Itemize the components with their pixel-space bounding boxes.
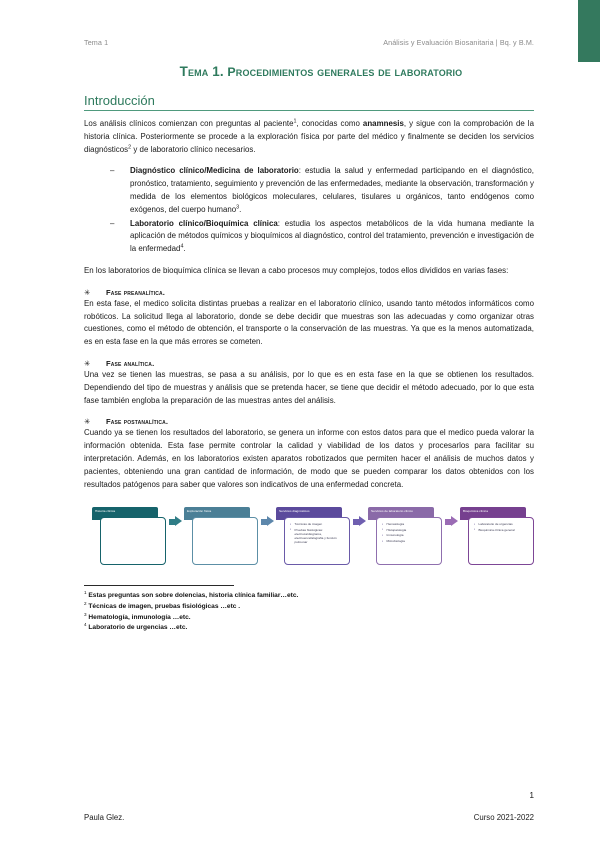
definition-term: Diagnóstico clínico/Medicina de laboratorio <box>130 166 299 176</box>
phase-label: Fase postanalítica. <box>106 417 169 427</box>
intro-text-a: Los análisis clínicos comienzan con preguntas al paciente <box>84 119 294 128</box>
clinical-process-flow-diagram <box>92 507 538 569</box>
flow-step <box>184 507 258 569</box>
phase-label: Fase preanalítica. <box>106 287 166 297</box>
flow-step-item-list <box>290 522 346 544</box>
flow-arrow <box>166 507 184 569</box>
asterisk-bullet-icon: ✳ <box>84 417 91 427</box>
phase-paragraph-preanalitica: En esta fase, el medico solicita distintas pruebas a realizar en el laboratorio clínico, usando tanto métodos informáticos como robóticos. La solicitud llega al laboratorio, donde se debe decidir que muestras son las adecuadas y como organizar otras cuestiones, como el método de obtención, el transporte o la conservación de las muestras. Ya que es la menos automatizada, es en esta fase en la que más errores se cometen. <box>84 298 534 347</box>
flow-arrow <box>258 507 276 569</box>
footnote-text: Estas preguntas son sobre dolencias, historia clínica familiar…etc. <box>86 592 299 600</box>
header-right-text: Análisis y Evaluación Biosanitaria | Bq. y B.M. <box>383 38 534 47</box>
footnote-text: Técnicas de imagen, pruebas fisiológicas …etc . <box>86 603 241 610</box>
asterisk-bullet-icon: ✳ <box>84 358 91 368</box>
definition-item <box>110 165 534 216</box>
flow-step-item: ▪ Hematología <box>382 522 438 526</box>
footnote-ref-2: 2 <box>128 143 132 150</box>
flow-step-item-list <box>474 522 530 532</box>
footnote <box>84 591 534 602</box>
flow-step-item: ▪ Pruebas fisiológicas: electrocardiograma, electroencefalografía y función pulmonar <box>290 528 346 545</box>
phase-heading-preanalitica <box>84 288 534 297</box>
flow-step <box>368 507 442 569</box>
definition-tail: . <box>239 204 242 214</box>
phase-heading-postanalitica <box>84 417 534 426</box>
flow-step <box>460 507 534 569</box>
footnote-marker: 4 <box>84 622 87 628</box>
right-arrow-icon <box>445 516 458 527</box>
right-arrow-icon <box>261 516 274 527</box>
flow-step-header: Servicios diagnósticos <box>276 507 342 520</box>
flow-step-item-list <box>382 522 438 543</box>
footnote-marker: 3 <box>84 611 87 617</box>
running-header <box>84 38 534 47</box>
footer-author: Paula Glez. <box>84 813 125 822</box>
phase-heading-analitica <box>84 359 534 368</box>
flow-arrow <box>442 507 460 569</box>
intro-term-anamnesis: anamnesis <box>362 119 404 128</box>
definition-list <box>84 165 534 256</box>
definition-item <box>110 218 534 256</box>
footnote-separator <box>84 585 234 586</box>
footnote-text: Hematología, inmunología …etc. <box>86 613 191 621</box>
phase-paragraph-postanalitica: Cuando ya se tienen los resultados del laboratorio, se genera un informe con estos datos para que el medico pueda valorar la información obtenida. Esta fase permite controlar la calidad y viabilidad de los datos y procesarlos para facilitar su interpretación. Además, en los laboratorios existen aparatos robotizados que permiten hacer el análisis de muchos datos y pacientes, obteniendo una gran cantidad de información, de modo que se pueden comparar los datos obtenidos con los resultados patógenos para saber que valores son indicativos de una enfermedad concreta. <box>84 428 534 489</box>
flow-step-item: ▪ Inmunología <box>382 533 438 537</box>
flow-step <box>276 507 350 569</box>
page-title-rest: Procedimientos generales de laboratorio <box>223 65 463 79</box>
definition-text: : estudia la salud y enfermedad participando en el diagnóstico, pronóstico, tratamiento, seguimiento y prevención de las enfermedades, mediante la observación, transformación y medida de los elementos biológicos moleculares, celulares, tisulares u orgánicos, tanto endógenos como exógenos, del cuerpo humano <box>130 166 534 214</box>
definition-tail: . <box>183 244 186 254</box>
flow-step-body <box>376 517 442 565</box>
right-arrow-icon <box>353 516 366 527</box>
footnote-ref-3: 3 <box>236 204 240 211</box>
footnote-list <box>84 591 534 634</box>
running-footer <box>84 813 534 822</box>
flow-step-body <box>100 517 166 565</box>
phase-paragraph-analitica: Una vez se tienen las muestras, se pasa a su análisis, por lo que es en esta fase en la que se obtienen los resultados. Dependiendo del tipo de muestras y análisis que se pretenda hacer, se tiene que decidir el método adecuado, por lo que esta fase también engloba la preparación de las muestras antes del análisis. <box>84 369 534 405</box>
flow-step <box>92 507 166 569</box>
phases-intro-paragraph: En los laboratorios de bioquímica clínica se llevan a cabo procesos muy complejos, todos ellos divididos en varias fases: <box>84 265 509 275</box>
section-heading-introduccion: Introducción <box>84 93 534 111</box>
flow-step-body <box>192 517 258 565</box>
flow-step-item: ▪ Histopatología <box>382 528 438 532</box>
definition-text: : estudia los aspectos metabólicos de la vida humana mediante la aplicación de métodos químicos y bioquímicos al diagnóstico, control del tratamiento, prevención e investigación de la enfermedad <box>130 218 535 254</box>
footnote-ref-4: 4 <box>180 243 184 250</box>
footer-course: Curso 2021-2022 <box>473 813 534 822</box>
footnote-text: Laboratorio de urgencias …etc. <box>86 624 188 632</box>
intro-text-c: , y sigue con la comprobación de la historia clínica. Posteriormente se procede a la exploración física por parte del médico y finalmente se deciden los servicios diagnósticos <box>84 119 534 154</box>
footnote <box>84 613 534 624</box>
flow-step-header: Servicios de laboratorio clínico <box>368 507 434 520</box>
flow-step-header: Exploración física <box>184 507 250 520</box>
footnote <box>84 623 534 634</box>
page-title <box>84 64 534 79</box>
page-title-lead: Tema 1. <box>179 64 224 79</box>
footnote-ref-1: 1 <box>293 118 297 125</box>
right-arrow-icon <box>169 516 182 527</box>
intro-text-b: , conocidas como <box>296 119 363 128</box>
flow-step-header: Historia clínica <box>92 507 158 520</box>
page-number: 1 <box>529 790 534 800</box>
footnote-marker: 1 <box>84 590 87 596</box>
flow-step-item: ▪ Microbiología <box>382 539 438 543</box>
footnote-marker: 2 <box>84 600 87 606</box>
intro-paragraph <box>84 118 534 156</box>
flow-step-header: Bioquímica clínica <box>460 507 526 520</box>
header-left-text: Tema 1 <box>84 38 109 47</box>
flow-step-item: ▪ Técnicas de imagen <box>290 522 346 526</box>
flow-arrow <box>350 507 368 569</box>
footnote <box>84 602 534 613</box>
flow-step-body <box>468 517 534 565</box>
flow-step-item: ▪ Bioquímica clínica general <box>474 528 530 532</box>
intro-text-d: y de laboratorio clínico necesarios. <box>131 144 256 154</box>
flow-step-item: ▪ Laboratorio de urgencias <box>474 522 530 526</box>
flow-step-body <box>284 517 350 565</box>
asterisk-bullet-icon: ✳ <box>84 287 91 297</box>
phase-label: Fase analítica. <box>106 358 155 368</box>
definition-term: Laboratorio clínico/Bioquímica clínica <box>130 218 278 228</box>
